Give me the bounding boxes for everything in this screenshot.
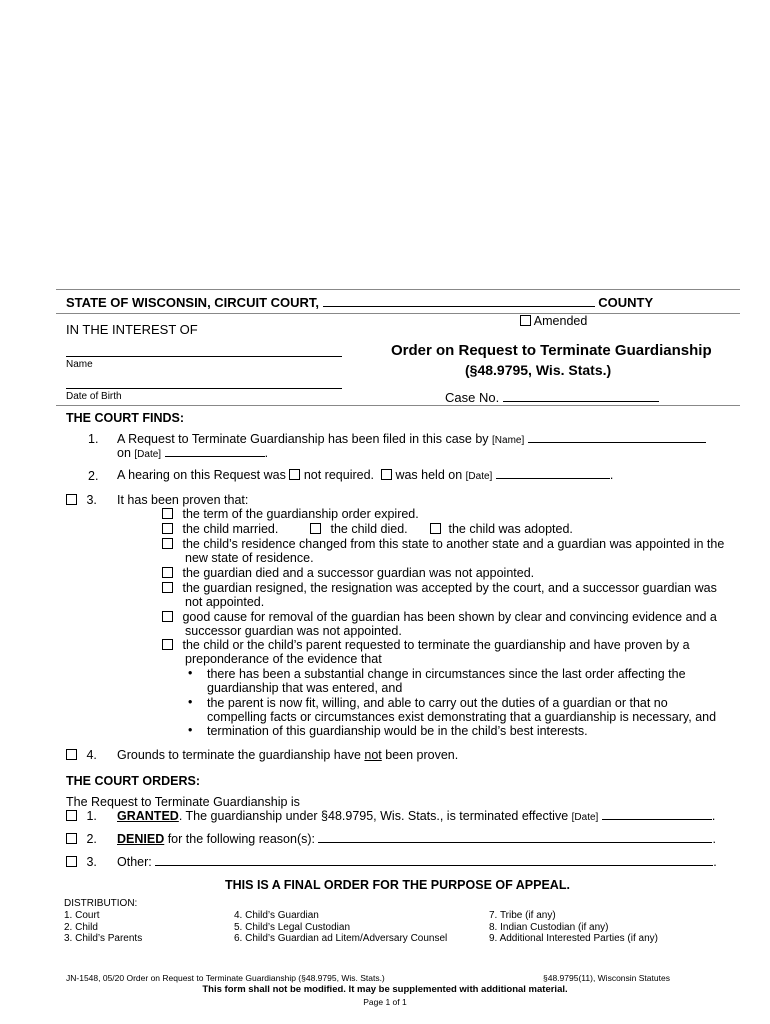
state-court-label: STATE OF WISCONSIN, CIRCUIT COURT, [66,295,320,310]
dob-field[interactable] [66,388,342,389]
residence-checkbox[interactable] [162,538,173,549]
child-died-label: the child died. [330,522,408,536]
residence-label: the child’s residence changed from this state to another state and a guardian was appointed in the [182,537,725,551]
order-2-text: for the following reason(s): [164,832,315,846]
other-checkbox[interactable] [66,856,77,867]
bullet-icon: • [188,723,193,737]
other-label: Other: [117,855,152,869]
order-1-end: . [711,809,716,823]
order-2-head [66,832,97,846]
name-label: Name [66,359,93,370]
name-field[interactable] [66,356,342,357]
distribution-col-3 [489,910,658,945]
bullet-2-text: the parent is now fit, willing, and able to carry out the duties of a guardian or that no [207,696,668,710]
find-2-text: A hearing on this Request was [117,468,286,482]
amended-checkbox[interactable] [520,315,531,326]
case-no-field[interactable] [503,401,659,402]
dist-item: 8. Indian Custodian (if any) [489,921,609,933]
dist-item: 1. Court [64,910,100,921]
parent-request-checkbox[interactable] [162,639,173,650]
dist-item: 2. Child [64,921,98,933]
held-on-label: was held on [395,468,463,482]
find-4-not: not [364,748,382,762]
opt-married[interactable] [162,522,278,536]
effective-date-field[interactable] [602,819,712,820]
find-1-date-row [117,446,268,460]
parent-request-label-2: preponderance of the evidence that [185,652,382,666]
resigned-checkbox[interactable] [162,582,173,593]
not-required-label: not required. [303,468,375,482]
denied-reason-field[interactable] [318,842,712,843]
guardian-died-checkbox[interactable] [162,567,173,578]
find-2-end: . [609,468,614,482]
opt-died[interactable] [310,522,408,536]
distribution-col-2 [234,910,447,945]
modification-notice: This form shall not be modified. It may be supplemented with additional material. [202,984,568,995]
dist-item: 4. Child’s Guardian [234,910,319,921]
case-no-label: Case No. [445,390,500,405]
order-3-end: . [713,855,717,869]
bullet-1-text-2: guardianship that was entered, and [207,681,403,695]
order-1-head [66,809,97,823]
granted-label: GRANTED [117,809,179,823]
bullet-2-text-2: compelling facts or circumstances exist demonstrating that a guardianship is necessary, and [207,710,717,724]
order-2-end: . [712,832,716,846]
term-expired-label: the term of the guardianship order expired. [182,507,419,521]
case-rule [56,405,740,406]
order-3 [117,855,717,869]
county-label: COUNTY [598,295,654,310]
find-3-text: It has been proven that: [117,493,249,507]
residence-label-2: new state of residence. [185,551,314,565]
find-1-num: 1. [88,432,99,446]
married-label: the child married. [182,522,279,536]
find-4-checkbox[interactable] [66,749,77,760]
denied-label: DENIED [117,832,165,846]
opt-guardian-died[interactable] [162,566,534,580]
good-cause-label-2: successor guardian was not appointed. [185,624,402,638]
find-3-head [66,493,97,507]
order-3-head [66,855,97,869]
not-required-checkbox[interactable] [289,469,300,480]
resigned-label: the guardian resigned, the resignation was accepted by the court, and a successor guardian was [182,581,717,595]
amended-option[interactable] [520,314,587,328]
order-1-num: 1. [86,809,97,823]
opt-adopted[interactable] [430,522,573,536]
county-field[interactable] [323,306,595,307]
top-rule [56,289,740,290]
order-2 [117,832,716,846]
parent-request-label: the child or the child’s parent requested to terminate the guardianship and have proven by a [182,638,690,652]
find-1-date-tag: [Date] [134,449,162,460]
distribution-col-1 [64,910,142,945]
statutes-ref: §48.9795(11), Wisconsin Statutes [543,973,670,983]
married-checkbox[interactable] [162,523,173,534]
orders-intro: The Request to Terminate Guardianship is [66,795,300,809]
guardian-died-label: the guardian died and a successor guardian was not appointed. [182,566,535,580]
order-1 [117,809,715,823]
form-id: JN-1548, 05/20 Order on Request to Terminate Guardianship (§48.9795, Wis. Stats.) [66,973,385,983]
good-cause-label: good cause for removal of the guardian has been shown by clear and convincing evidence and a [182,610,717,624]
find-2-num: 2. [88,469,99,483]
find-4-num: 4. [86,748,97,762]
term-expired-checkbox[interactable] [162,508,173,519]
find-3-num: 3. [86,493,97,507]
opt-residence[interactable] [162,537,724,551]
order-1-text: . The guardianship under §48.9795, Wis. Stats., is terminated effective [178,809,569,823]
find-1-name-field[interactable] [528,442,706,443]
find-2 [117,468,613,482]
find-2-date-field[interactable] [496,478,610,479]
form-statute: (§48.9795, Wis. Stats.) [465,362,612,378]
bullet-icon: • [188,695,193,709]
find-4-t2: been proven. [381,748,459,762]
order-1-date-tag: [Date] [571,812,599,823]
court-header [66,295,653,310]
form-title: Order on Request to Terminate Guardianship [391,342,712,359]
find-1-text: A Request to Terminate Guardianship has been filed in this case by [117,432,489,446]
order-2-num: 2. [86,832,97,846]
find-1-end: . [264,446,269,460]
finds-heading: THE COURT FINDS: [66,411,185,425]
page-number: Page 1 of 1 [363,997,407,1007]
case-number [445,390,659,405]
held-on-checkbox[interactable] [381,469,392,480]
other-field[interactable] [155,865,713,866]
denied-checkbox[interactable] [66,833,77,844]
find-1 [117,432,706,446]
find-4-text [117,748,458,762]
orders-heading: THE COURT ORDERS: [66,774,201,788]
bullet-3-text: termination of this guardianship would be in the child’s best interests. [207,724,588,738]
bullet-1-text: there has been a substantial change in circumstances since the last order affecting the [207,667,686,681]
granted-checkbox[interactable] [66,810,77,821]
adopted-label: the child was adopted. [448,522,573,536]
find-4-t1: Grounds to terminate the guardianship have [117,748,365,762]
find-2-date-tag: [Date] [465,471,493,482]
distribution-label: DISTRIBUTION: [64,898,138,909]
in-interest-label: IN THE INTEREST OF [66,322,198,337]
amended-label: Amended [533,314,588,328]
resigned-label-2: not appointed. [185,595,265,609]
header-rule [56,313,740,314]
find-1-on: on [117,446,131,460]
order-3-num: 3. [86,855,97,869]
adopted-checkbox[interactable] [430,523,441,534]
dist-item: 5. Child’s Legal Custodian [234,921,351,933]
find-1-date-field[interactable] [165,456,265,457]
find-3-checkbox[interactable] [66,494,77,505]
find-4-head [66,748,97,762]
good-cause-checkbox[interactable] [162,611,173,622]
dob-label: Date of Birth [66,391,122,402]
final-order-notice: THIS IS A FINAL ORDER FOR THE PURPOSE OF APPEAL. [225,878,570,892]
child-died-checkbox[interactable] [310,523,321,534]
bullet-icon: • [188,666,193,680]
dist-item: 3. Child’s Parents [64,933,143,944]
dist-item: 9. Additional Interested Parties (if any) [489,933,658,944]
opt-parent-request[interactable] [162,638,690,652]
opt-term-expired[interactable] [162,507,419,521]
find-1-name-tag: [Name] [492,435,525,446]
dist-item: 7. Tribe (if any) [489,910,556,921]
dist-item: 6. Child’s Guardian ad Litem/Adversary Counsel [234,933,448,944]
opt-resigned[interactable] [162,581,717,595]
opt-good-cause[interactable] [162,610,717,624]
